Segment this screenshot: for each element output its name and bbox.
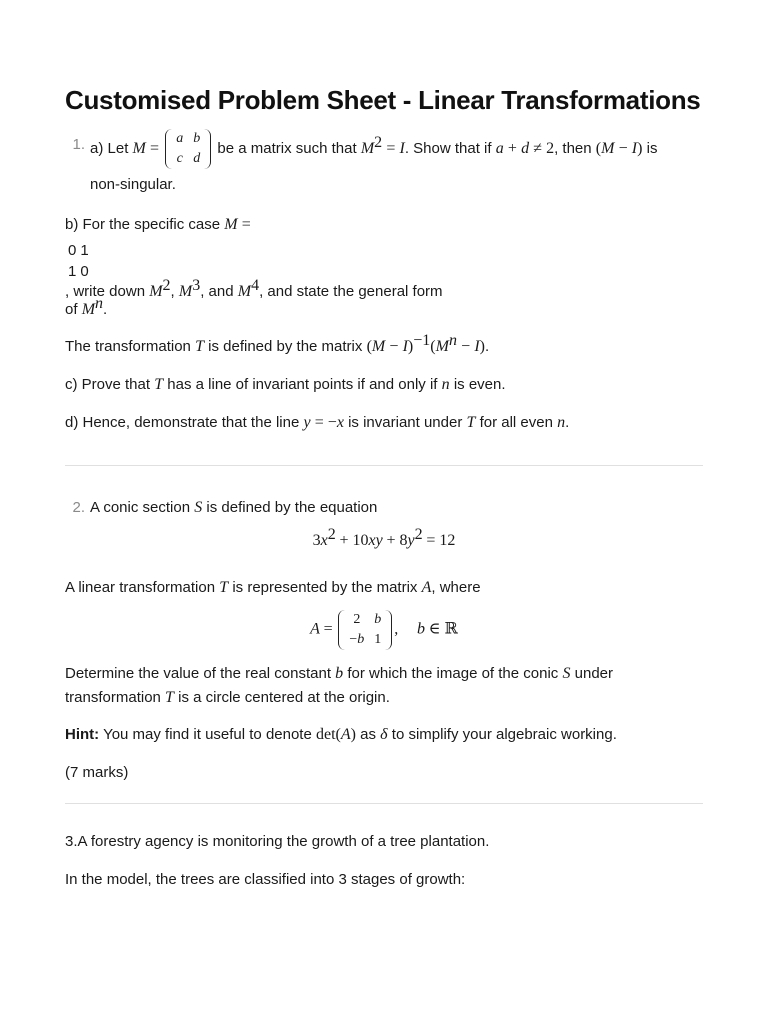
q1-a-text5: non-singular. (90, 176, 176, 193)
q2-determine: Determine the value of the real constant b for which the image of the conic S under transformation T is a circle centered at the origin. (65, 665, 614, 706)
question-number: 2. (72, 499, 85, 516)
question-2: 2. A conic section S is defined by the equation (65, 496, 703, 520)
math-M: M (132, 139, 146, 157)
question-number: 1. (72, 136, 85, 153)
q1-part-d: d) Hence, demonstrate that the line y = −x is invariant under T for all even n. (65, 414, 570, 431)
divider (65, 803, 703, 804)
problem-sheet: Customised Problem Sheet - Linear Transformations 1. a) Let M = a b c d be a matrix such that $M^2 = I$. Show that if a + d ≠ 2, then (M − I) is non-singular. b) For the specific case M = 0 1 1 0 , write down $M^2$, $M^3$, and $M^4$, and state the general form of $M^n$. The transformation T is defined by the matrix $(M - I)^{-1}(M^n - I)$. c) Prove that T has a line of invariant points if and only if n is even. d) Hence, demonstrate that the line y = −x is invariant under T for all even n. 2. A conic section S is defined by the equation $3x^2 + 10xy + 8y^2 = 12$ A linear transformation T is represented by the matrix A, where A = 2 b −b 1 , b ∈ ℝ Determine the value of the real constant b for which the image of the conic S under transformation T is a circle centered at the origin. Hint: You may find it useful to denote det(A) as δ to simplify your algebraic working. (7 marks) 3.A forestry agency is monitoring the growth of a tree plantation. In the model, the trees are classified into 3 stages of growth: (65, 84, 703, 892)
q1-part-b: b) For the specific case M = (65, 216, 251, 233)
matrix-A: 2 b −b 1 (338, 610, 392, 650)
question-1: 1. a) Let M = a b c d be a matrix such that $M^2 = I$. Show that if a + d ≠ 2, then (M − I) is non-singular. (65, 129, 703, 201)
q1-a-text1: be a matrix such that (217, 139, 357, 157)
page-title: Customised Problem Sheet - Linear Transformations (65, 85, 701, 115)
q1-a-text3: , then (554, 139, 592, 157)
question-3: 3.A forestry agency is monitoring the growth of a tree plantation. (65, 833, 490, 850)
q2-linear-transformation: A linear transformation T is represented by the matrix A, where (65, 579, 481, 596)
q2-marks: (7 marks) (65, 764, 129, 781)
q2-hint: Hint: You may find it useful to denote det(A) as δ to simplify your algebraic working. (65, 726, 617, 743)
matrix-abcd: a b c d (165, 129, 211, 169)
q1-a-text2: . Show that if (404, 139, 492, 157)
conic-equation: $3x^2 + 10xy + 8y^2 = 12$ (312, 526, 456, 549)
matrix-A-equation: A = 2 b −b 1 , b ∈ ℝ (65, 610, 703, 650)
q3-model: In the model, the trees are classified into 3 stages of growth: (65, 871, 466, 888)
divider (65, 465, 703, 466)
q1-part-a-prefix: a) Let (90, 139, 129, 157)
q1-transformation: The transformation T is defined by the matrix $(M - I)^{-1}(M^n - I)$. (65, 332, 490, 355)
q1-part-c: c) Prove that T has a line of invariant points if and only if n is even. (65, 376, 506, 393)
q1-a-text4: is (646, 139, 658, 157)
